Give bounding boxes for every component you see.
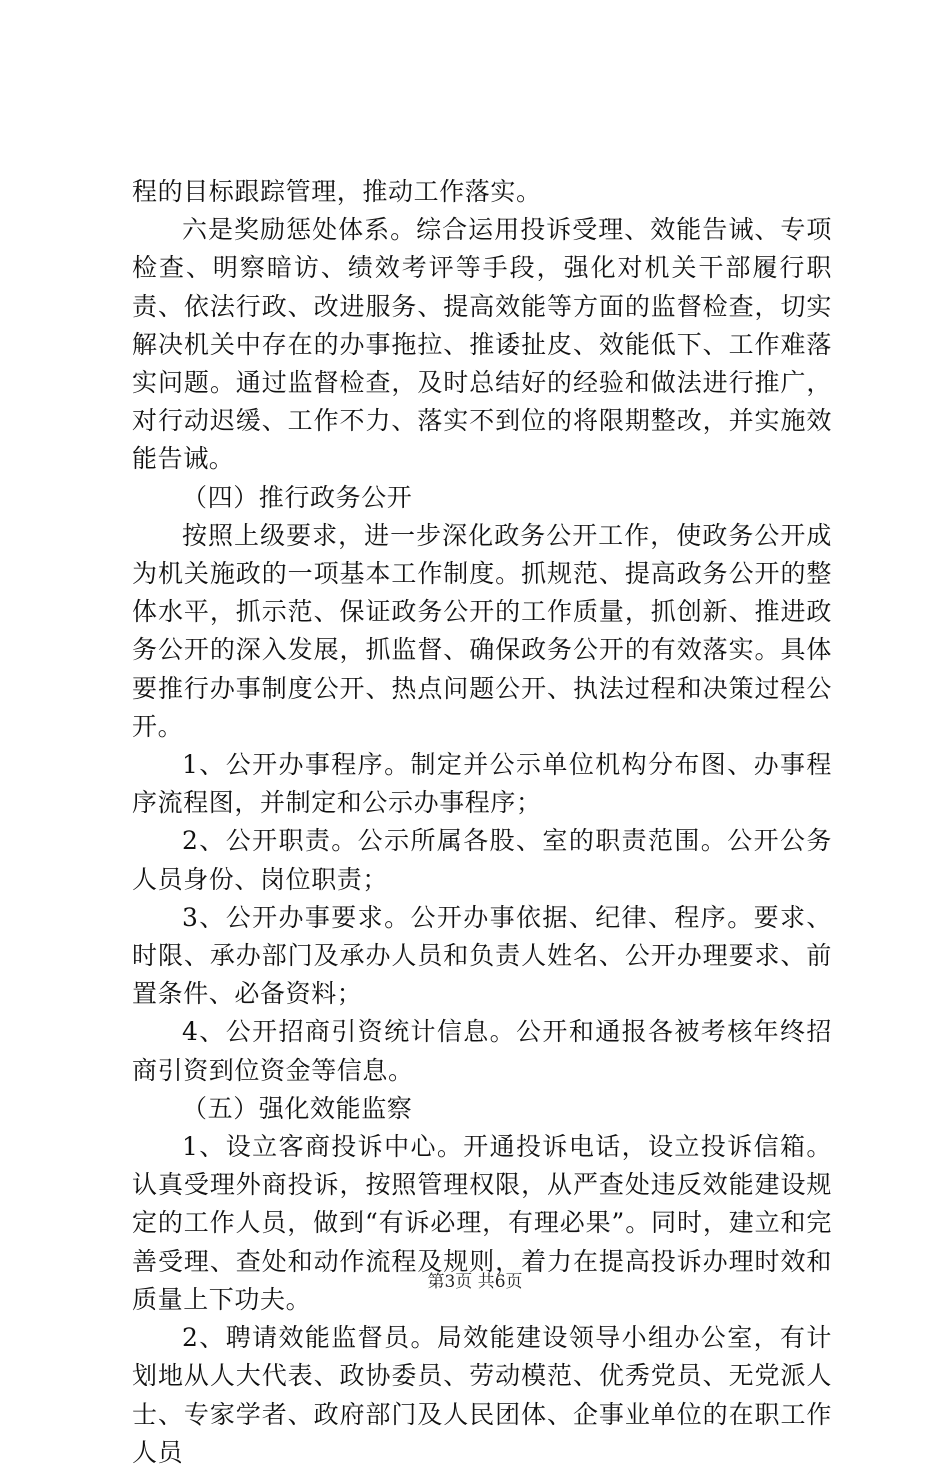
section-heading-4: （四）推行政务公开 [182,482,413,512]
list-item-4: 4、公开招商引资统计信息。公开和通报各被考核年终招商引资到位资金等信息。 [132,1017,832,1085]
list-item-2: 2、公开职责。公示所属各股、室的职责范围。公开公务人员身份、岗位职责； [132,826,832,894]
paragraph-2: 六是奖励惩处体系。综合运用投诉受理、效能告诫、专项检查、明察暗访、绩效考评等手段，强化对机关干部履行职责、依法行政、改进服务、提高效能等方面的监督检查，切实解决机关中存在的办事拖拉、推诿扯皮、效能低下、工作难落实问题。通过监督检查，及时总结好的经验和做法进行推广，对行动迟缓、工作不力、落实不到位的将限期整改，并实施效能告诫。 [132,215,832,474]
list-item-1: 1、公开办事程序。制定并公示单位机构分布图、办事程序流程图，并制定和公示办事程序； [132,750,832,818]
page-number-footer: 第3页 共6页 [427,1272,523,1292]
list-item-6: 2、聘请效能监督员。局效能建设领导小组办公室，有计划地从人大代表、政协委员、劳动模范、优秀党员、无党派人士、专家学者、政府部门及人民团体、企事业单位的在职工作人员 [132,1323,832,1467]
paragraph-3: 按照上级要求，进一步深化政务公开工作，使政务公开成为机关施政的一项基本工作制度。抓规范、提高政务公开的整体水平，抓示范、保证政务公开的工作质量，抓创新、推进政务公开的深入发展，抓监督、确保政务公开的有效落实。具体要推行办事制度公开、热点问题公开、执法过程和决策过程公开。 [132,520,832,741]
list-item-5: 1、设立客商投诉中心。开通投诉电话，设立投诉信箱。认真受理外商投诉，按照管理权限，从严查处违反效能建设规定的工作人员，做到“有诉必理，有理必果”。同时，建立和完善受理、查处和动作流程及规则，着力在提高投诉办理时效和质量上下功夫。 [132,1132,832,1314]
list-item-3: 3、公开办事要求。公开办事依据、纪律、程序。要求、时限、承办部门及承办人员和负责人姓名、公开办理要求、前置条件、必备资料； [132,902,832,1009]
paragraph-1: 程的目标跟踪管理，推动工作落实。 [132,177,542,206]
section-heading-5: （五）强化效能监察 [182,1093,413,1123]
